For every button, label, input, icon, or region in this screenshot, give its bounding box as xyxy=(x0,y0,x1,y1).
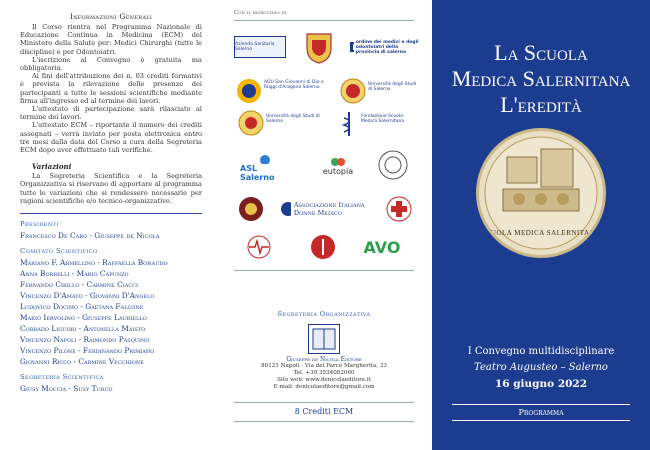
fondazione-logo xyxy=(340,110,358,138)
event-venue: Teatro Augusteo – Salerno xyxy=(474,362,608,373)
committee-member: Vincenzo Napoli - Raimondo Pasquino xyxy=(20,335,150,345)
info-paragraph: Il Corso rientra nel Programma Nazionale di Educazione Continua in Medicina (ECM) del Ministero della Salute per: Medici Chirurghi (tutte le discipline) e per Odontoiatri. xyxy=(20,23,202,56)
medical-cross-icon xyxy=(310,234,336,260)
cover-title xyxy=(432,40,650,118)
azienda-sanitaria-logo: Azienda Sanitaria Salerno xyxy=(234,36,286,58)
committee-member: Mario Iervolino - Giuseppe Lauriello xyxy=(20,313,147,323)
comune-logo xyxy=(304,30,334,64)
info-paragraph: Ai fini dell'attribuzione dei n. 03 crediti formativi è prevista la rilevazione delle presenze dei partecipanti a tutte le sessioni scientifiche mediante firma all'ingresso ed al termine dei lavori. xyxy=(20,72,202,105)
info-paragraph: L'attestato di partecipazione sarà rilasciato al termine dei lavori. xyxy=(20,105,202,122)
divider xyxy=(452,420,630,421)
unisa-name: Università degli Studi di Salerno xyxy=(368,82,417,92)
committee-member: Vincenzo Pilone - Ferdinando Primiano xyxy=(20,346,155,356)
info-paragraph: L'attestato ECM – riportante il numero dei crediti assegnati – verrà inviato per posta elettronica entro tre mesi dalla data del Corso a cura della Segreteria ECM dopo aver effettuato tali verifiche. xyxy=(20,121,202,155)
unisa-logo xyxy=(340,78,366,104)
avo-logo: AVO xyxy=(363,237,401,257)
divider xyxy=(234,402,414,403)
title-line-2: Medica Salernitana xyxy=(451,66,631,91)
committee-member: Ludovico Docimo - Gaetana Falcone xyxy=(20,302,144,312)
ordine-icon xyxy=(349,41,354,53)
committee-member: Anna Borrelli - Mario Capunzo xyxy=(20,269,129,279)
committee-member: Fernando Cirillo - Carmine Ciacci xyxy=(20,280,139,290)
info-heading: Informazioni Generali xyxy=(69,12,153,21)
org-company: Giuseppe de Nicola Editore xyxy=(286,356,362,363)
caduceus-logo xyxy=(310,234,336,260)
fondazione-name: Fondazione Scuola Medica Salernitana xyxy=(361,114,405,124)
seal-logo xyxy=(378,150,408,180)
scientific-secretary-label: Segreteria Scientifica xyxy=(20,373,104,382)
presidents-label: Presidenti xyxy=(20,220,59,229)
org-email[interactable]: E-mail: denicolaeditore@gmail.com xyxy=(273,384,375,390)
org-section xyxy=(216,310,432,391)
eutopia-logo: eutopia xyxy=(318,152,358,180)
seal-icon xyxy=(378,150,408,180)
org-tel: Tel. +39 3534082060 xyxy=(293,370,355,376)
event-date: 16 giugno 2022 xyxy=(494,378,588,390)
title-line-1: La Scuola xyxy=(494,40,588,65)
scientific-committee-label: Comitato Scientifico xyxy=(20,247,98,256)
variazioni-heading: Variazioni xyxy=(32,162,72,172)
committee-member: Vincenzo D'Amato - Giovanni D'Angelo xyxy=(20,291,155,301)
info-paragraph: L'iscrizione al Convegno è gratuita ma obbligatoria. xyxy=(20,55,202,73)
publisher-icon xyxy=(309,325,339,353)
aou-icon xyxy=(236,78,262,104)
cross-logo xyxy=(386,196,412,222)
presidents-names: Francesco De Caro - Giuseppe de Nicola xyxy=(20,231,160,241)
middle-panel xyxy=(216,0,432,450)
eutopia-icon xyxy=(330,157,346,167)
heart-logo xyxy=(244,234,274,260)
asl-icon xyxy=(258,154,272,164)
variazioni-text: La Segreteria Scientifica e la Segreteria Organizzativa si riservano di apportare al programma tutte le variazioni che si rendessero necessarie per ragioni scientifiche e/o tecnico-organizzative. xyxy=(20,172,202,205)
committee-member: Corrado Liguori - Antonella Maisto xyxy=(20,324,146,334)
donne-medico-logo: Associazione Italiana Donne Medico xyxy=(280,198,376,220)
ecm-credits: 8 Crediti ECM xyxy=(294,407,354,416)
committee-member: Mariano F. Armellino - Raffaella Bonaudo xyxy=(20,258,168,268)
patronage-label: Con il patrocinio di xyxy=(234,10,287,16)
cover-panel xyxy=(432,0,650,450)
publisher-logo xyxy=(308,324,340,354)
program-label: Programma xyxy=(518,408,564,417)
title-line-3: L'eredità xyxy=(500,92,582,117)
divider xyxy=(452,404,630,405)
dipartimento-seal-icon xyxy=(238,110,264,136)
crest-icon xyxy=(304,30,334,64)
heartbeat-icon xyxy=(244,234,274,260)
org-label: Segreteria Organizzativa xyxy=(277,310,371,318)
unisa-seal-icon xyxy=(340,78,366,104)
aou-logo xyxy=(236,78,262,104)
society-logo xyxy=(238,196,264,222)
divider xyxy=(234,270,414,271)
committee-member: Giovanni Ricco - Carmine Vecchione xyxy=(20,357,144,367)
dipartimento-name: Università degli Studi di Salerno xyxy=(266,114,320,124)
org-web[interactable]: Sito web: www.denicolaeditore.it xyxy=(277,377,371,383)
dipartimento-logo xyxy=(238,110,264,136)
scientific-secretary-names: Giusy Moccia - Susy Turco xyxy=(20,384,113,394)
left-panel xyxy=(0,0,216,450)
medal-caption: SCUOLA MEDICA SALERNITANA xyxy=(481,229,601,237)
asl-logo: ASL Salerno xyxy=(240,154,290,182)
society-icon xyxy=(238,196,264,222)
divider xyxy=(20,213,202,214)
school-medallion xyxy=(476,128,606,258)
divider xyxy=(234,421,414,422)
red-cross-icon xyxy=(386,196,412,222)
donne-medico-icon xyxy=(280,201,291,217)
event-name: I Convegno multidisciplinare xyxy=(467,346,615,357)
caduceus-icon xyxy=(340,110,358,138)
divider xyxy=(234,20,414,21)
ordine-medici-logo: ordine dei medici e degli odontoiatri della provincia di salerno xyxy=(349,38,419,56)
org-address: 80121 Napoli - Via del Parco Margherita, 33 xyxy=(261,363,387,369)
aou-name: AOU San Giovanni di Dio e Ruggi d'Aragona Salerno xyxy=(264,80,324,90)
